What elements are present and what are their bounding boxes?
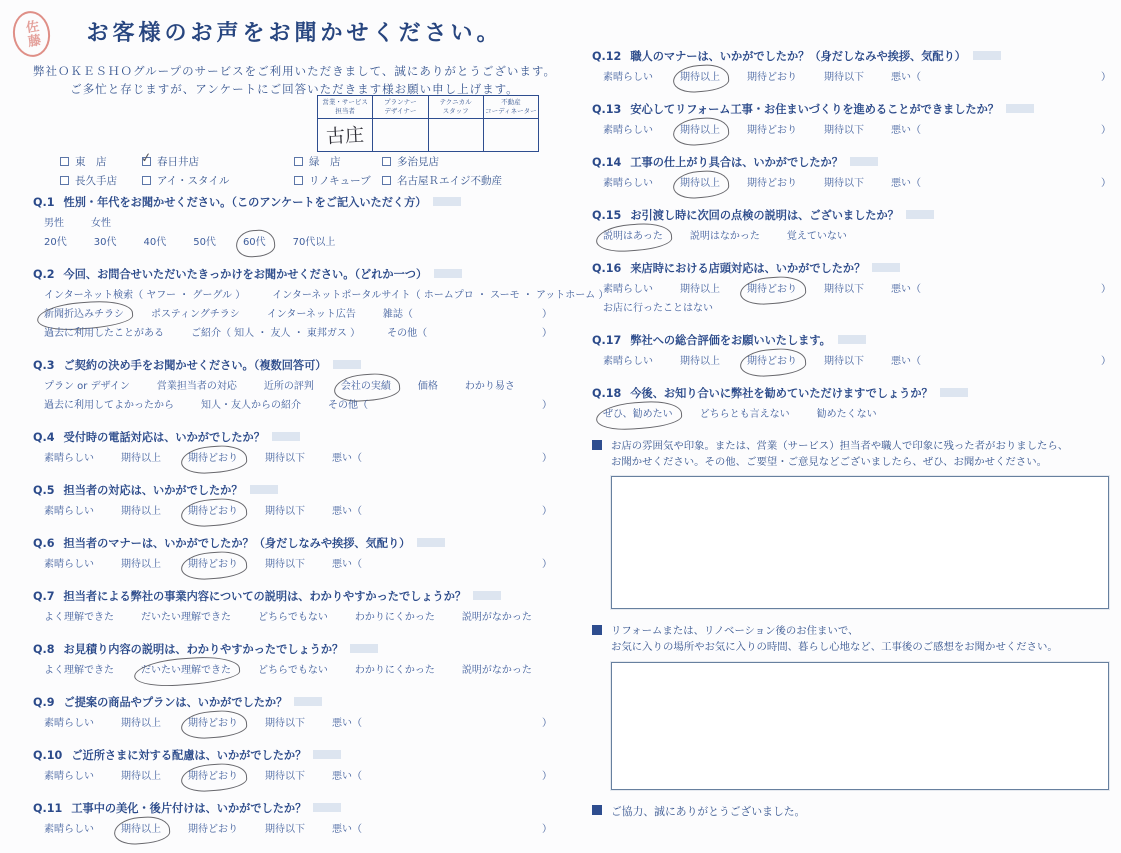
question-title (33, 357, 556, 373)
answer-option: ） (542, 309, 552, 320)
staff-name-cell (483, 118, 538, 151)
question-text: 担当者の対応は、いかがでしたか？ (63, 484, 243, 497)
question-number: Q.16 (592, 262, 622, 275)
store-label: 東 店 (75, 156, 107, 168)
answer-option: 悪い（ (332, 506, 362, 517)
question-text: 今後、お知り合いに弊社を勧めていただけますでしょうか？ (630, 387, 933, 400)
staff-header-line: テクニカル (439, 98, 472, 106)
question-number: Q.1 (33, 196, 55, 209)
question-text: ご契約の決め手をお聞かせください。（複数回答可） (63, 359, 327, 372)
answer-option-row (592, 229, 1115, 244)
store-label: 名古屋Ｒエイジ不動産 (397, 175, 502, 187)
question-block (592, 48, 1115, 85)
checkbox-icon (382, 157, 391, 166)
answer-option: 30代 (93, 237, 117, 248)
answer-option-row (33, 288, 609, 303)
comment-heading-line: お気に入りの場所やお気に入りの時間、暮らし心地など、工事後のご感想をお聞かせください。 (611, 641, 1058, 654)
store-option (294, 154, 382, 169)
answer-option: 素晴らしい (44, 824, 94, 835)
store-label: 多治見店 (397, 156, 439, 168)
answer-option: 素晴らしい (44, 718, 94, 729)
answer-option: 期待どおり (188, 824, 238, 835)
answer-option: わかりにくかった (354, 612, 435, 623)
answer-option-circled: 期待以上 (680, 178, 720, 189)
question-title (33, 429, 556, 445)
question-text: 弊社への総合評価をお願いいたします。 (630, 334, 831, 347)
staff-header-line: プランナー (384, 98, 417, 106)
store-label: リノキューブ (309, 175, 371, 187)
answer-option: 素晴らしい (44, 771, 94, 782)
question-text: お引渡し時に次回の点検の説明は、ございましたか？ (630, 209, 899, 222)
question-title (592, 385, 1115, 401)
question-text: 工事中の美化・後片付けは、いかがでしたか？ (71, 802, 307, 815)
answer-option: 期待以下 (824, 72, 864, 83)
checkbox-icon (382, 176, 391, 185)
answer-option: 素晴らしい (603, 356, 653, 367)
answer-option: 70代以上 (292, 237, 336, 248)
checkbox-icon (294, 176, 303, 185)
question-title (33, 588, 556, 604)
answer-option-circled: 新聞折込みチラシ (44, 309, 124, 320)
answer-option: ） (1101, 72, 1111, 83)
answer-option: 期待どおり (747, 72, 797, 83)
staff-header-line: スタッフ (442, 106, 469, 115)
question-block (592, 260, 1115, 316)
answer-option: 素晴らしい (603, 284, 653, 295)
question-title (33, 747, 556, 763)
answer-option: 説明がなかった (461, 612, 532, 623)
comment-heading-line: お聞かせください。その他、ご要望・ご意見などございましたら、ぜひ、お聞かせください。 (611, 456, 1047, 469)
answer-option: 近所の評判 (263, 381, 314, 392)
question-number: Q.6 (33, 537, 55, 550)
staff-column-header (483, 96, 538, 119)
question-number: Q.8 (33, 643, 55, 656)
store-row (60, 150, 540, 169)
page-title: お客様のお声をお聞かせください。 (86, 21, 503, 46)
intro-line-1: 弊社ＯＫＥＳＨＯグループのサービスをご利用いただきまして、誠にありがとうございます。 (33, 64, 556, 78)
answer-option: 期待以上 (121, 506, 161, 517)
question-text: 工事の仕上がり具合は、いかがでしたか？ (630, 156, 843, 169)
answer-option: 期待以下 (824, 125, 864, 136)
staff-name-cell (318, 118, 373, 151)
handwritten-check-mark: ✓ (140, 150, 153, 167)
answer-option: ） (1101, 356, 1111, 367)
comment-section (592, 623, 1115, 789)
answer-option: インターネット広告 (266, 309, 356, 320)
question-text: 来店時における店頭対応は、いかがでしたか？ (630, 262, 866, 275)
answer-option: 素晴らしい (603, 178, 653, 189)
answer-option: 20代 (44, 237, 67, 248)
bullet-square-icon (592, 805, 602, 815)
answer-option-row (33, 822, 556, 837)
answer-option: 素晴らしい (44, 506, 94, 517)
staff-column-header (373, 96, 428, 119)
answer-option: ） (542, 453, 552, 464)
checkbox-icon (294, 157, 303, 166)
question-number: Q.13 (592, 103, 622, 116)
answer-option: わかりにくかった (354, 665, 435, 676)
answer-option-circled: 60代 (242, 237, 266, 248)
answer-option: 期待以下 (265, 718, 305, 729)
staff-table (317, 95, 539, 152)
answer-option: ） (1101, 284, 1111, 295)
comment-heading-line: リフォームまたは、リノベーション後のお住まいで、 (611, 625, 859, 638)
answer-option: その他（ (328, 400, 368, 411)
store-checkbox-group (60, 150, 540, 192)
answer-option: 知人・友人からの紹介 (201, 400, 301, 411)
answer-option: ） (542, 824, 552, 835)
answer-option-circled: 期待以上 (680, 72, 720, 83)
answer-option: どちらでもない (258, 665, 328, 676)
answer-option-circled: 期待どおり (188, 453, 238, 464)
answer-option: 期待以上 (121, 559, 161, 570)
staff-column-header (318, 96, 373, 119)
staff-header-line: 不動産 (501, 98, 521, 106)
answer-option: 期待どおり (747, 125, 797, 136)
answer-option: 期待どおり (747, 178, 797, 189)
answer-option-row (33, 557, 556, 572)
answer-option-row (592, 301, 1115, 316)
answer-option: 期待以上 (121, 718, 161, 729)
question-title (592, 207, 1115, 223)
answer-option-row (33, 307, 556, 322)
answer-option: 期待以下 (824, 356, 864, 367)
answer-option-row (33, 326, 556, 341)
answer-option: お店に行ったことはない (603, 303, 713, 314)
question-block (33, 641, 556, 678)
question-text: ご近所さまに対する配慮は、いかがでしたか？ (71, 749, 307, 762)
comment-writein-box (611, 476, 1109, 609)
bullet-square-icon (592, 625, 602, 635)
answer-option: 女性 (91, 218, 111, 229)
answer-option: 悪い（ (332, 559, 362, 570)
staff-name-cell (373, 118, 428, 151)
answer-option: ） (1101, 178, 1111, 189)
answer-option: 悪い（ (332, 824, 362, 835)
question-number: Q.9 (33, 696, 55, 709)
question-number: Q.11 (33, 802, 63, 815)
question-block (33, 429, 556, 466)
store-option (382, 154, 540, 169)
staff-header-line: 営業・サービス (322, 98, 368, 106)
answer-option: 期待以下 (265, 453, 305, 464)
question-number: Q.17 (592, 334, 622, 347)
answer-option-row (33, 398, 556, 413)
question-number: Q.15 (592, 209, 622, 222)
store-option (142, 173, 294, 188)
store-row (60, 173, 540, 188)
question-block (33, 694, 556, 731)
handwritten-staff-name: 古庄 (325, 124, 365, 149)
question-title (33, 535, 556, 551)
answer-option: 素晴らしい (44, 559, 94, 570)
answer-option-row (592, 407, 1115, 422)
question-text: 性別・年代をお聞かせください。（このアンケートをご記入いただく方） (63, 196, 427, 209)
answer-option-row (33, 663, 556, 678)
store-option (294, 173, 382, 188)
answer-option: よく理解できた (44, 665, 114, 676)
answer-option: ご紹介（ 知人 ・ 友人 ・ 東邦ガス ） (191, 328, 361, 339)
question-text: 職人のマナーは、いかがでしたか？（身だしなみや挨拶、気配り） (630, 50, 966, 63)
question-text: 今回、お問合せいただいたきっかけをお聞かせください。（どれか一つ） (63, 268, 428, 281)
question-block (592, 385, 1115, 422)
answer-option: 覚えていない (786, 231, 847, 242)
question-title (592, 154, 1115, 170)
answer-option-row (592, 70, 1115, 85)
question-block (33, 588, 556, 625)
answer-option: わかり易さ (464, 381, 515, 392)
question-block (33, 800, 556, 837)
answer-option: ） (542, 718, 552, 729)
answer-option-circled: 説明はあった (603, 231, 663, 242)
question-block (33, 482, 556, 519)
answer-option: ） (542, 771, 552, 782)
store-option (60, 154, 142, 169)
answer-option: ） (542, 506, 552, 517)
answer-option-circled: 期待どおり (188, 771, 238, 782)
answer-option: 素晴らしい (44, 453, 94, 464)
question-text: 安心してリフォーム工事・お住まいづくりを進めることができましたか？ (630, 103, 999, 116)
question-number: Q.5 (33, 484, 55, 497)
intro-line-2: ご多忙と存じますが、アンケートにご回答いただきます様お願い申し上げます。 (70, 81, 519, 96)
staff-header-line: デザイナー (384, 106, 417, 115)
question-text: お見積り内容の説明は、わかりやすかったでしょうか？ (63, 643, 344, 656)
answer-option-row (33, 451, 556, 466)
question-title (592, 260, 1115, 276)
question-block (33, 357, 556, 413)
checkbox-icon (60, 176, 69, 185)
bullet-square-icon (592, 440, 602, 450)
answer-option: よく理解できた (44, 612, 114, 623)
answer-option-circled: 期待どおり (747, 356, 797, 367)
question-title (592, 101, 1115, 117)
answer-option-row (33, 216, 556, 231)
answer-option-row (592, 123, 1115, 138)
store-label: 春日井店 (157, 156, 199, 168)
question-title (592, 48, 1115, 64)
question-number: Q.10 (33, 749, 63, 762)
question-title (33, 194, 556, 210)
comment-heading-lines (611, 438, 1068, 470)
answer-option: 悪い（ (891, 284, 921, 295)
answer-option: 悪い（ (891, 72, 921, 83)
answer-option-row (592, 354, 1115, 369)
question-block (592, 207, 1115, 244)
answer-option: 悪い（ (891, 125, 921, 136)
answer-option: 過去に利用してよかったから (44, 400, 174, 411)
answer-option: 素晴らしい (603, 125, 653, 136)
comment-section (592, 438, 1115, 609)
answer-option: 期待以下 (824, 178, 864, 189)
answer-option-row (592, 282, 1115, 297)
answer-option: どちらとも言えない (699, 409, 790, 420)
question-title (33, 641, 556, 657)
answer-option: 期待以下 (265, 506, 305, 517)
comment-heading (592, 438, 1115, 470)
staff-header-line: コーディネーター (485, 106, 537, 115)
answer-option: 営業担当者の対応 (156, 381, 237, 392)
staff-header-line: 担当者 (335, 106, 355, 115)
question-title (33, 482, 556, 498)
answer-option-row (592, 176, 1115, 191)
question-block (33, 535, 556, 572)
answer-option-circled: だいたい理解できた (141, 665, 231, 676)
answer-option: その他（ (387, 328, 428, 339)
comment-heading (592, 623, 1115, 655)
question-number: Q.4 (33, 431, 55, 444)
answer-option: 悪い（ (891, 356, 921, 367)
answer-option: 価格 (417, 381, 438, 392)
answer-option-circled: 会社の実績 (340, 381, 391, 392)
store-label: 緑 店 (309, 156, 341, 168)
answer-option: 50代 (193, 237, 216, 248)
answer-option: ） (1101, 125, 1111, 136)
question-title (33, 694, 556, 710)
answer-option-circled: 期待以上 (680, 125, 720, 136)
answer-option: 悪い（ (332, 718, 362, 729)
answer-option: 雑誌（ (382, 309, 413, 320)
intro-text (33, 63, 556, 99)
store-option (60, 173, 142, 188)
answer-option-circled: ぜひ、勧めたい (603, 409, 673, 420)
question-number: Q.3 (33, 359, 55, 372)
thank-you-line (592, 804, 1115, 819)
form-header (33, 16, 556, 99)
comment-heading-line: お店の雰囲気や印象。または、営業（サービス）担当者や職人で印象に残った者がおりましたら、 (611, 440, 1069, 452)
answer-option: 説明がなかった (461, 665, 532, 676)
answer-option: 過去に利用したことがある (44, 328, 164, 339)
answer-option: どちらでもない (258, 612, 328, 623)
question-block (592, 154, 1115, 191)
question-title (33, 266, 556, 282)
store-option (140, 150, 294, 169)
answer-option-row (33, 610, 556, 625)
answer-option-circled: 期待どおり (188, 718, 238, 729)
comment-heading-lines (611, 623, 1058, 655)
answer-option: 悪い（ (891, 178, 921, 189)
answer-option: インターネット検索（ ヤフー ・ グーグル ） (44, 290, 246, 301)
question-number: Q.2 (33, 268, 55, 281)
answer-option-circled: 期待以上 (121, 824, 161, 835)
question-text: 受付時の電話対応は、いかがでしたか？ (63, 431, 265, 444)
answer-option: 素晴らしい (603, 72, 653, 83)
answer-option: 期待以上 (680, 284, 720, 295)
question-block (33, 266, 609, 341)
answer-option: ） (542, 559, 552, 570)
answer-option: 期待以下 (265, 824, 305, 835)
answer-option: インターネットポータルサイト（ ホームプロ ・ スーモ ・ アットホーム ） (272, 290, 609, 301)
answer-option-row (33, 716, 556, 731)
store-option (382, 173, 540, 188)
answer-option-row (33, 379, 556, 394)
question-block (33, 194, 556, 250)
answer-option: だいたい理解できた (141, 612, 231, 623)
question-number: Q.14 (592, 156, 622, 169)
answer-option: 説明はなかった (689, 231, 760, 242)
question-text: 担当者による弊社の事業内容についての説明は、わかりやすかったでしょうか？ (63, 590, 467, 603)
question-text: ご提案の商品やプランは、いかがでしたか？ (63, 696, 288, 709)
store-label: 長久手店 (75, 175, 117, 187)
answer-option: 期待以上 (121, 453, 161, 464)
comment-writein-box (611, 662, 1109, 790)
staff-column-header (428, 96, 483, 119)
question-block (592, 332, 1115, 369)
answer-option: 期待以上 (121, 771, 161, 782)
checkbox-icon (60, 157, 69, 166)
answer-option: 期待以上 (680, 356, 720, 367)
question-number: Q.7 (33, 590, 55, 603)
question-title (592, 332, 1115, 348)
answer-option-row (33, 504, 556, 519)
answer-option: 勧めたくない (816, 409, 877, 420)
answer-option: 悪い（ (332, 771, 362, 782)
question-number: Q.18 (592, 387, 622, 400)
question-number: Q.12 (592, 50, 622, 63)
staff-name-cell (428, 118, 483, 151)
question-title (33, 800, 556, 816)
question-text: 担当者のマナーは、いかがでしたか？（身だしなみや挨拶、気配り） (63, 537, 411, 550)
answer-option: ） (542, 400, 552, 411)
answer-option: 期待以下 (265, 559, 305, 570)
question-block (592, 101, 1115, 138)
answer-option-row (33, 235, 556, 250)
answer-option-circled: 期待どおり (188, 559, 238, 570)
answer-option: 期待以下 (265, 771, 305, 782)
stamp-text: 佐藤 (22, 19, 41, 49)
answer-option: ポスティングチラシ (151, 309, 240, 320)
answer-option: プラン or デザイン (44, 381, 130, 392)
answer-option: 悪い（ (332, 453, 362, 464)
answer-option: 期待以下 (824, 284, 864, 295)
answer-option-circled: 期待どおり (747, 284, 797, 295)
questions-column-right (592, 48, 1115, 819)
answer-option: 40代 (143, 237, 167, 248)
question-block (33, 747, 556, 784)
answer-option: 男性 (44, 218, 64, 229)
answer-option-row (33, 769, 556, 784)
checkbox-icon (142, 176, 151, 185)
answer-option: ） (542, 328, 552, 339)
answer-option-circled: 期待どおり (188, 506, 238, 517)
checkbox-icon (140, 150, 153, 167)
thank-you-text: ご協力、誠にありがとうございました。 (611, 804, 806, 818)
store-label: アイ・スタイル (157, 175, 230, 187)
